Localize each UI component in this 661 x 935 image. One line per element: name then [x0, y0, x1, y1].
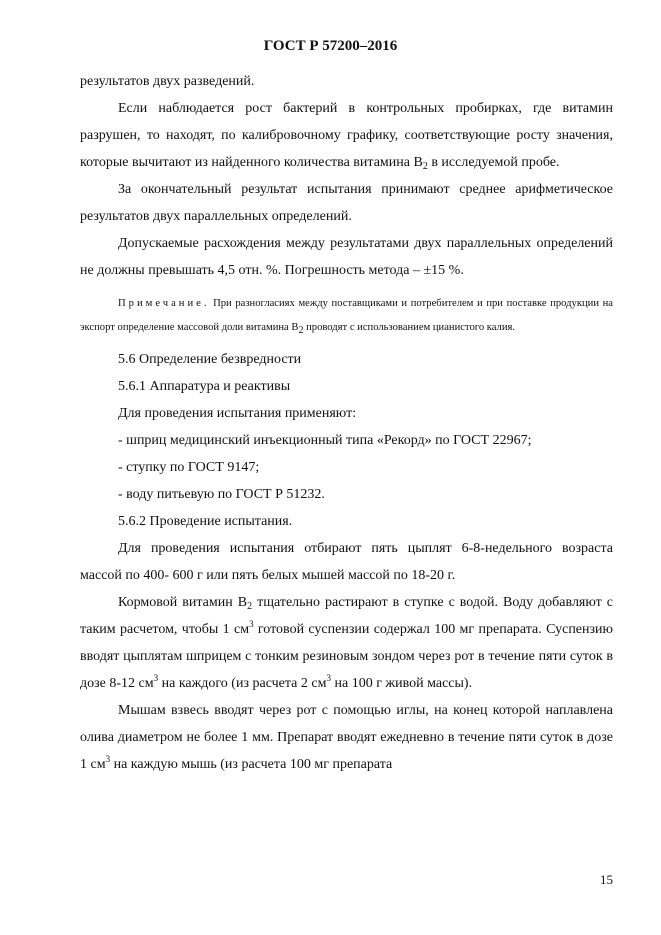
list-item: - шприц медицинский инъекционный типа «Рекорд» по ГОСТ 22967;	[118, 433, 532, 448]
document-header: ГОСТ Р 57200–2016	[263, 38, 398, 54]
paragraph: За окончательный результат испытания принимают среднее арифметическое результатов двух параллельных определений.	[80, 182, 613, 224]
list-item: - воду питьевую по ГОСТ Р 51232.	[118, 487, 325, 502]
page-number: 15	[600, 872, 613, 887]
section-heading: 5.6 Определение безвредности	[118, 352, 302, 367]
document-body	[80, 68, 613, 778]
subsection-heading: 5.6.1 Аппаратура и реактивы	[118, 379, 291, 394]
paragraph: Если наблюдается рост бактерий в контрольных пробирках, где витамин разрушен, то находят, по калибровочному графику, соответствующие росту значения, которые вычитают из найденного количества витамина $В_2$ в исследуемой пробе.	[80, 101, 613, 172]
paragraph: Для проведения испытания применяют:	[118, 406, 357, 421]
paragraph: Мышам взвесь вводят через рот с помощью иглы, на конец которой наплавлена олива диаметром не более 1 мм. Препарат вводят ежедневно в течение пяти суток в дозе 1 $см^3$ на каждую мышь (из расчета 100 мг препарата	[80, 703, 613, 772]
paragraph: результатов двух разведений.	[80, 74, 255, 89]
note-label: Примечание.	[118, 298, 210, 309]
paragraph: Допускаемые расхождения между результатами двух параллельных определений не должны превышать 4,5 отн. %. Погрешность метода – ±15 %.	[80, 236, 613, 278]
note: Примечание. При разногласиях между поставщиками и потребителем и при поставке продукции на экспорт определение массовой доли витамина $В_2$ проводят с использованием цианистого калия.	[80, 298, 613, 336]
paragraph: Кормовой витамин $В_2$ тщательно растирают в ступке с водой. Воду добавляют с таким расчетом, чтобы 1 $см^3$ готовой суспензии содержал 100 мг препарата. Суспензию вводят цыплятам шприцем с тонким резиновым зондом через рот в течение пяти суток в дозе 8-12 $см^3$ на каждого (из расчета 2 $см^3$ на 100 г живой массы).	[80, 595, 613, 691]
subsection-heading: 5.6.2 Проведение испытания.	[118, 514, 293, 529]
list-item: - ступку по ГОСТ 9147;	[118, 460, 260, 475]
paragraph: Для проведения испытания отбирают пять цыплят 6-8-недельного возраста массой по 400- 600 г или пять белых мышей массой по 18-20 г.	[80, 541, 613, 583]
